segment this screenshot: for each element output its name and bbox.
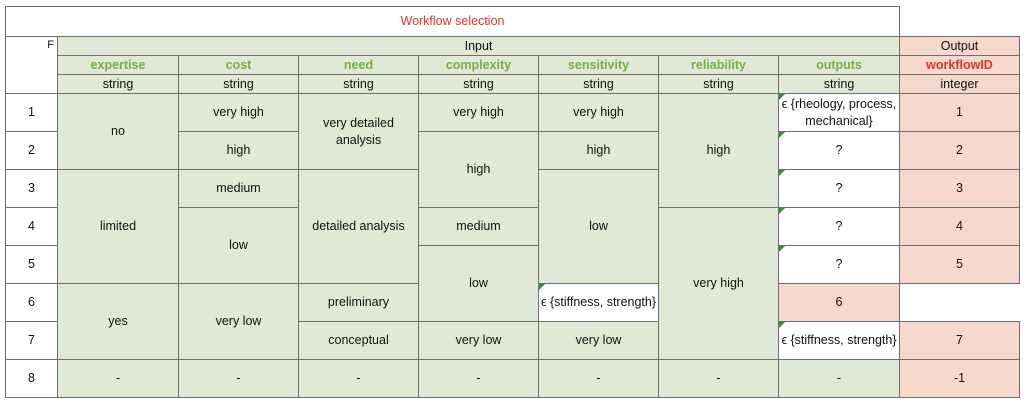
column-type-sensitivity: string <box>539 75 659 94</box>
cell-cost: low <box>179 208 299 284</box>
cell-outputs: ? <box>779 170 900 208</box>
cell-sensitivity: - <box>539 360 659 398</box>
column-type-workflowid: integer <box>900 75 1020 94</box>
cell-workflowid: 7 <box>900 322 1020 360</box>
row-number: 8 <box>6 360 58 398</box>
cell-outputs: ? <box>779 132 900 170</box>
cell-complexity: low <box>419 246 539 322</box>
cell-workflowid: 4 <box>900 208 1020 246</box>
cell-reliability: - <box>659 360 779 398</box>
column-header-reliability: reliability <box>659 56 779 75</box>
cell-need: preliminary <box>299 284 419 322</box>
cell-need: detailed analysis <box>299 170 419 284</box>
cell-complexity: - <box>419 360 539 398</box>
column-header-workflowid: workflowID <box>900 56 1020 75</box>
column-header-need: need <box>299 56 419 75</box>
cell-cost: - <box>179 360 299 398</box>
cell-sensitivity: very low <box>539 322 659 360</box>
row-number: 2 <box>6 132 58 170</box>
cell-outputs: ϵ {stiffness, strength} <box>779 322 900 360</box>
corner-cell <box>6 37 58 94</box>
cell-need: conceptual <box>299 322 419 360</box>
cell-sensitivity: very high <box>539 94 659 132</box>
cell-cost: high <box>179 132 299 170</box>
cell-sensitivity: high <box>539 132 659 170</box>
cell-workflowid: 3 <box>900 170 1020 208</box>
table-title: Workflow selection <box>6 7 900 37</box>
column-header-sensitivity: sensitivity <box>539 56 659 75</box>
cell-complexity: very low <box>419 322 539 360</box>
input-group-header: Input <box>58 37 900 56</box>
row-number: 1 <box>6 94 58 132</box>
cell-outputs: ? <box>779 208 900 246</box>
row-number: 3 <box>6 170 58 208</box>
cell-complexity: high <box>419 132 539 208</box>
cell-workflowid: 1 <box>900 94 1020 132</box>
cell-workflowid: -1 <box>900 360 1020 398</box>
column-type-outputs: string <box>779 75 900 94</box>
cell-complexity: very high <box>419 94 539 132</box>
row-number: 4 <box>6 208 58 246</box>
cell-outputs: ϵ {stiffness, strength} <box>539 284 659 322</box>
cell-reliability: very high <box>659 208 779 360</box>
cell-expertise: limited <box>58 170 179 284</box>
cell-expertise: - <box>58 360 179 398</box>
column-type-need: string <box>299 75 419 94</box>
cell-sensitivity: low <box>539 170 659 284</box>
cell-workflowid: 6 <box>779 284 900 322</box>
cell-expertise: no <box>58 94 179 170</box>
column-header-outputs: outputs <box>779 56 900 75</box>
cell-workflowid: 2 <box>900 132 1020 170</box>
column-header-complexity: complexity <box>419 56 539 75</box>
cell-need: - <box>299 360 419 398</box>
cell-complexity: medium <box>419 208 539 246</box>
cell-cost: medium <box>179 170 299 208</box>
column-type-complexity: string <box>419 75 539 94</box>
row-number: 5 <box>6 246 58 284</box>
cell-workflowid: 5 <box>900 246 1020 284</box>
cell-cost: very low <box>179 284 299 360</box>
column-type-expertise: string <box>58 75 179 94</box>
output-group-header: Output <box>900 37 1020 56</box>
column-type-reliability: string <box>659 75 779 94</box>
cell-outputs: ? <box>779 246 900 284</box>
cell-outputs: - <box>779 360 900 398</box>
cell-outputs: ϵ {rheology, process, mechanical} <box>779 94 900 132</box>
cell-need: very detailed analysis <box>299 94 419 170</box>
column-type-cost: string <box>179 75 299 94</box>
corner-label: F <box>47 39 54 51</box>
column-header-cost: cost <box>179 56 299 75</box>
row-number: 7 <box>6 322 58 360</box>
workflow-selection-table <box>5 6 1020 398</box>
column-header-expertise: expertise <box>58 56 179 75</box>
cell-cost: very high <box>179 94 299 132</box>
row-number: 6 <box>6 284 58 322</box>
title-spacer <box>900 7 1020 37</box>
cell-expertise: yes <box>58 284 179 360</box>
cell-reliability: high <box>659 94 779 208</box>
